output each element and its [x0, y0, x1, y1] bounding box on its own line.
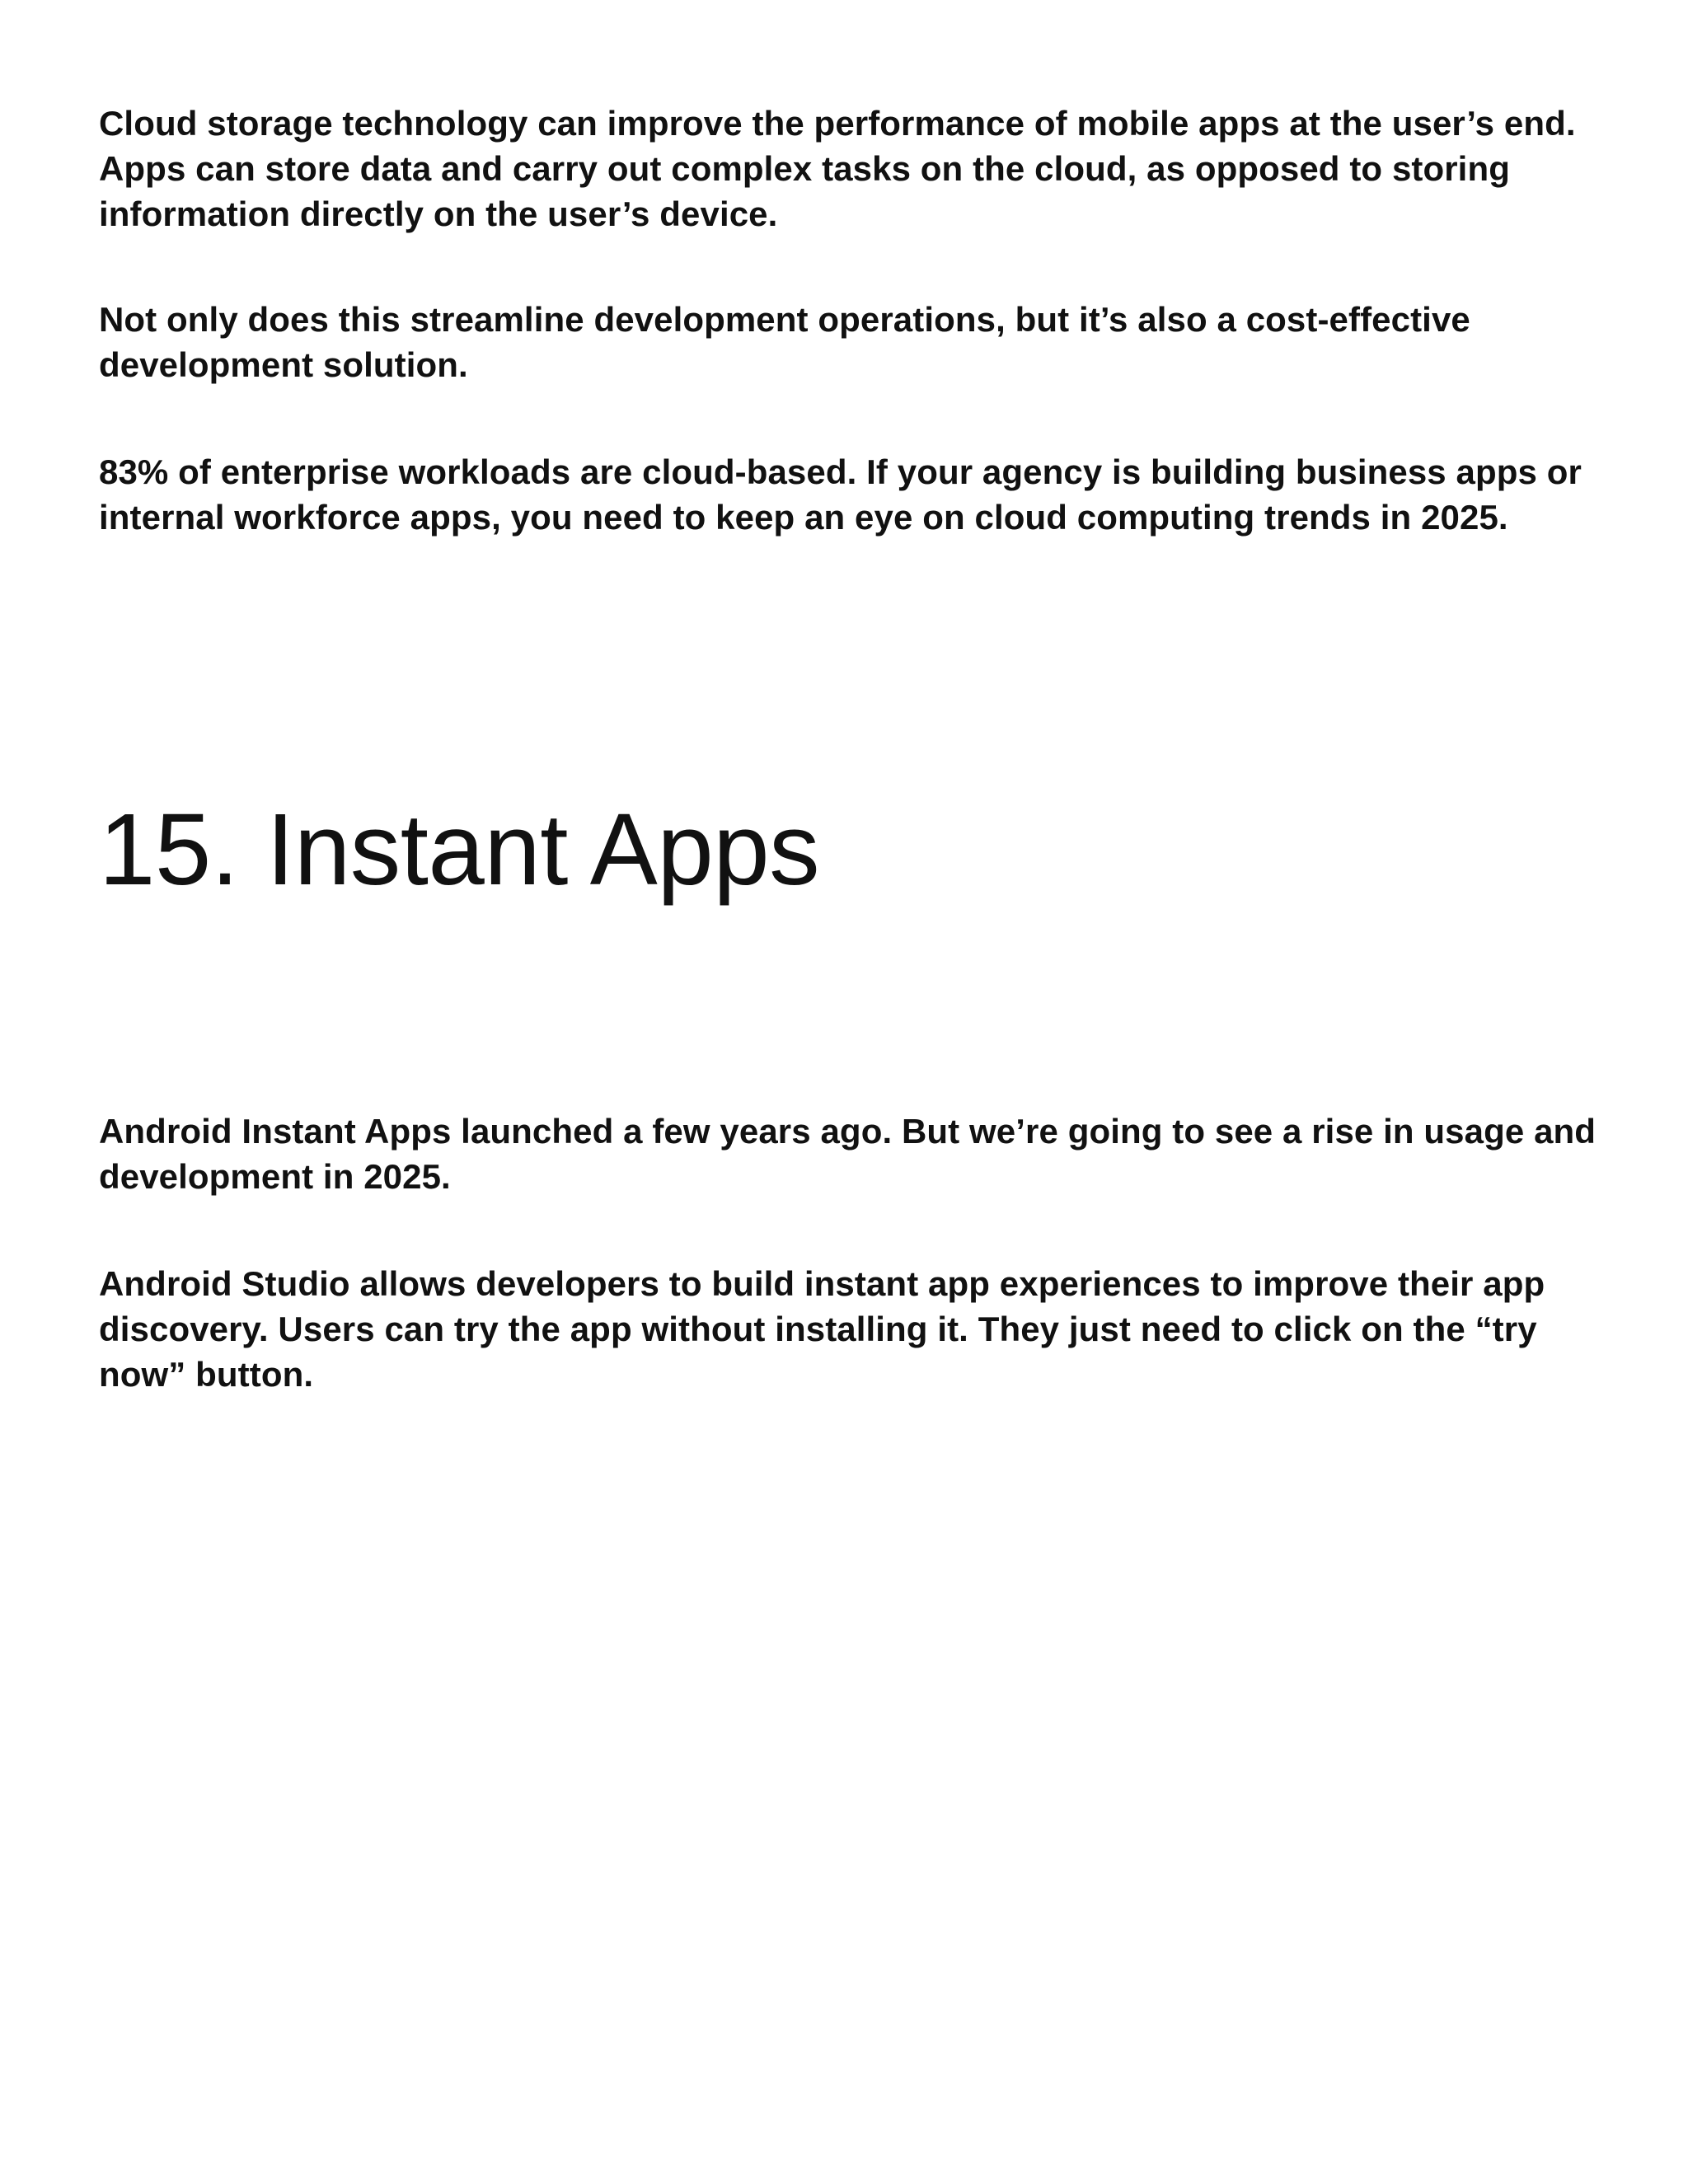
section-heading-instant-apps: 15. Instant Apps	[99, 794, 820, 907]
paragraph-cloud-storage: Cloud storage technology can improve the performance of mobile apps at the user’s end. Apps can store data and carry out complex tasks on the cloud, as opposed to storing information directly on the user’s device.	[99, 104, 1576, 233]
paragraph-android-studio: Android Studio allows developers to build instant app experiences to improve their app discovery. Users can try the app without installing it. They just need to click on the “try now” button.	[99, 1264, 1545, 1394]
paragraph-android-instant-apps: Android Instant Apps launched a few years ago. But we’re going to see a rise in usage and development in 2025.	[99, 1112, 1597, 1196]
paragraph-enterprise-workloads: 83% of enterprise workloads are cloud-based. If your agency is building business apps or internal workforce apps, you need to keep an eye on cloud computing trends in 2025.	[99, 452, 1582, 537]
paragraph-cost-effective: Not only does this streamline development operations, but it’s also a cost-effective development solution.	[99, 300, 1470, 384]
